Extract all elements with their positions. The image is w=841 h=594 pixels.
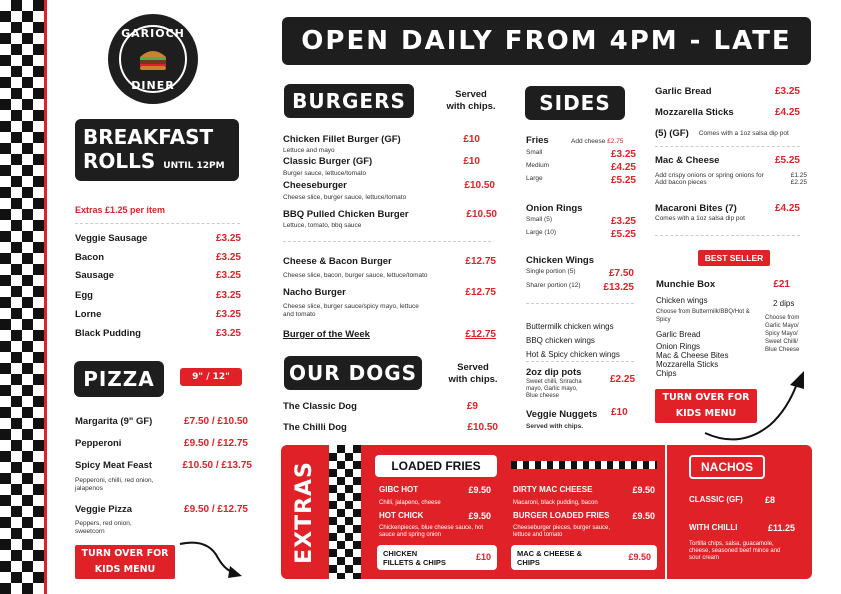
extras-label: EXTRAS — [291, 460, 317, 564]
list-item: Add crispy onions or spring onions for £1.25 — [655, 172, 807, 179]
wings-name: Chicken Wings — [526, 255, 595, 266]
list-item: Medium £4.25 — [526, 162, 636, 173]
red-stripe — [44, 0, 47, 594]
list-item: Margarita (9" GF) £7.50 / £10.50 — [75, 416, 248, 427]
burger-icon — [138, 47, 168, 71]
item-desc: Peppers, red onion, sweetcorn — [75, 520, 132, 535]
list-item: Add bacon pieces £2.25 — [655, 179, 807, 186]
nuggets-desc: Served with chips. — [526, 423, 584, 430]
pizza-title: PIZZA — [83, 367, 155, 391]
breakfast-header — [75, 119, 239, 181]
nachos-header: NACHOS — [689, 455, 765, 479]
logo-bottom-text: DINER — [131, 79, 175, 92]
list-item: CLASSIC (GF) £8 — [689, 495, 775, 505]
arrow-icon — [700, 365, 810, 445]
munchie-choose1: Choose from Buttermilk/BBQ/Hot & Spicy — [656, 309, 750, 323]
pizza-size-badge: 9" / 12" — [180, 368, 242, 386]
hours-text: OPEN DAILY FROM 4PM - LATE — [301, 26, 792, 56]
list-item: Chicken Fillet Burger (GF) £10 — [283, 134, 480, 145]
burgers-note: Served with chips. — [446, 89, 496, 112]
list-item: Large (10) £5.25 — [526, 229, 636, 240]
best-seller-badge: BEST SELLER — [698, 250, 770, 266]
list-item: The Chilli Dog £10.50 — [283, 422, 498, 433]
divider-strip — [511, 461, 657, 469]
list-item: Egg £3.25 — [75, 290, 241, 301]
list-item: BBQ Pulled Chicken Burger £10.50 — [283, 209, 497, 220]
item-desc: Cheese slice, bacon, burger sauce, lettuce/tomato — [283, 272, 428, 279]
list-item: Spicy Meat Feast £10.50 / £13.75 — [75, 460, 252, 471]
list-item: Veggie Sausage £3.25 — [75, 233, 241, 244]
until-label: UNTIL 12PM — [163, 161, 225, 171]
breakfast-extras: Extras £1.25 per item — [75, 205, 166, 215]
item-desc: Lettuce, tomato, bbq sauce — [283, 222, 362, 229]
bites-desc: Comes with a 1oz salsa dip pot — [655, 215, 745, 222]
breakfast-title: BREAKFAST — [83, 125, 214, 149]
extras-panel — [281, 445, 812, 579]
list-item: Cheeseburger £10.50 — [283, 180, 495, 191]
dip-desc: Sweet chilli, Sriracha mayo, Garlic mayo, Blue cheese — [526, 379, 582, 399]
item-desc: Chickenpieces, blue cheese sauce, hot sauce and spring onion — [379, 525, 484, 538]
dogs-header — [284, 356, 422, 390]
list-item: BURGER LOADED FRIES £9.50 — [513, 511, 655, 521]
loaded-fries-header: LOADED FRIES — [375, 455, 497, 477]
item-desc: Cheese slice, burger sauce/spicy mayo, lettuce and tomato — [283, 303, 419, 318]
list-item: Burger of the Week £12.75 — [283, 329, 496, 340]
turn-over-badge-left[interactable]: TURN OVER FOR KIDS MENU — [75, 545, 175, 579]
dip-name: 2oz dip pots — [526, 367, 582, 378]
list-item: The Classic Dog £9 — [283, 401, 478, 412]
fries-addon: Add cheese £2.75 — [571, 138, 624, 145]
item-desc: Chilli, jalapeno, cheese — [379, 500, 441, 506]
list-item: Mozzarella Sticks £4.25 — [655, 107, 800, 118]
sides-header — [525, 86, 625, 120]
nachos-desc: Tortilla chips, salsa, guacamole, cheese, seasoned beef mince and sour cream — [689, 541, 781, 561]
mac-cheese-chips-box: MAC & CHEESE & CHIPS £9.50 — [511, 545, 657, 570]
burgers-header — [284, 84, 414, 118]
rolls-title: ROLLS — [83, 149, 156, 173]
item-desc: Cheeseburger pieces, burger sauce, lettuce and tomato — [513, 525, 611, 538]
munchie-items: Garlic Bread Onion Rings Mac & Cheese Bites Mozzarella Sticks Chips — [656, 330, 729, 378]
list-item: Bacon £3.25 — [75, 252, 241, 263]
list-item: DIRTY MAC CHEESE £9.50 — [513, 485, 655, 495]
logo-top-text: GARIOCH — [121, 27, 185, 40]
list-item: Single portion (5) £7.50 — [526, 268, 634, 279]
list-item: Pepperoni £9.50 / £12.75 — [75, 438, 248, 449]
list-item: Veggie Pizza £9.50 / £12.75 — [75, 504, 248, 515]
pizza-header — [74, 361, 164, 397]
list-item: Lorne £3.25 — [75, 309, 241, 320]
turn-over-badge-right[interactable]: TURN OVER FOR KIDS MENU — [655, 389, 757, 423]
list-item: Small (5) £3.25 — [526, 216, 636, 227]
wing-flavours: Buttermilk chicken wings BBQ chicken wings Hot & Spicy chicken wings — [526, 322, 620, 359]
list-item: Black Pudding £3.25 — [75, 328, 241, 339]
list-item: Classic Burger (GF) £10 — [283, 156, 480, 167]
fries-name: Fries — [526, 135, 549, 146]
list-item: Nacho Burger £12.75 — [283, 287, 496, 298]
nuggets-price: £10 — [611, 407, 628, 418]
list-item: Large £5.25 — [526, 175, 636, 186]
list-item: WITH CHILLI £11.25 — [689, 523, 795, 533]
list-item: Munchie Box £21 — [656, 279, 790, 290]
nachos-divider — [665, 445, 667, 579]
list-item: Garlic Bread £3.25 — [655, 86, 800, 97]
munchie-dips: 2 dips — [773, 299, 795, 308]
list-item: Sausage £3.25 — [75, 270, 241, 281]
list-item: Mac & Cheese £5.25 — [655, 155, 800, 166]
logo — [108, 14, 198, 104]
list-item: Cheese & Bacon Burger £12.75 — [283, 256, 496, 267]
dogs-note: Served with chips. — [448, 362, 498, 385]
item-desc: Lettuce and mayo — [283, 147, 335, 154]
burgers-title: BURGERS — [292, 89, 406, 113]
onion-name: Onion Rings — [526, 203, 583, 214]
chicken-fillets-box: CHICKEN FILLETS & CHIPS £10 — [377, 545, 497, 570]
arrow-icon — [178, 538, 248, 580]
list-item: Macaroni Bites (7) £4.25 — [655, 203, 800, 214]
item-desc: Macaroni, black pudding, bacon — [513, 500, 598, 506]
hours-banner — [282, 17, 811, 65]
sides-title: SIDES — [539, 91, 611, 115]
checkered-border — [0, 0, 44, 594]
list-item: Sharer portion (12) £13.25 — [526, 282, 634, 293]
list-item: Small £3.25 — [526, 149, 636, 160]
mozz-sub: (5) (GF) Comes with a 1oz salsa dip pot — [655, 128, 789, 139]
item-desc: Burger sauce, lettuce/tomato — [283, 170, 367, 177]
item-desc: Pepperoni, chilli, red onion, jalapenos — [75, 477, 154, 492]
dogs-title: OUR DOGS — [288, 361, 418, 385]
extras-checker — [329, 445, 361, 579]
item-desc: Cheese slice, burger sauce, lettuce/tomato — [283, 194, 407, 201]
munchie-choose2: Choose from Garlic Mayo/ Spicy Mayo/ Sweet Chilli/ Blue Cheese — [765, 315, 800, 353]
list-item: HOT CHICK £9.50 — [379, 511, 491, 521]
munchie-wings: Chicken wings — [656, 296, 708, 305]
nuggets-name: Veggie Nuggets — [526, 409, 598, 420]
dip-price: £2.25 — [610, 374, 636, 385]
list-item: GIBC HOT £9.50 — [379, 485, 491, 495]
